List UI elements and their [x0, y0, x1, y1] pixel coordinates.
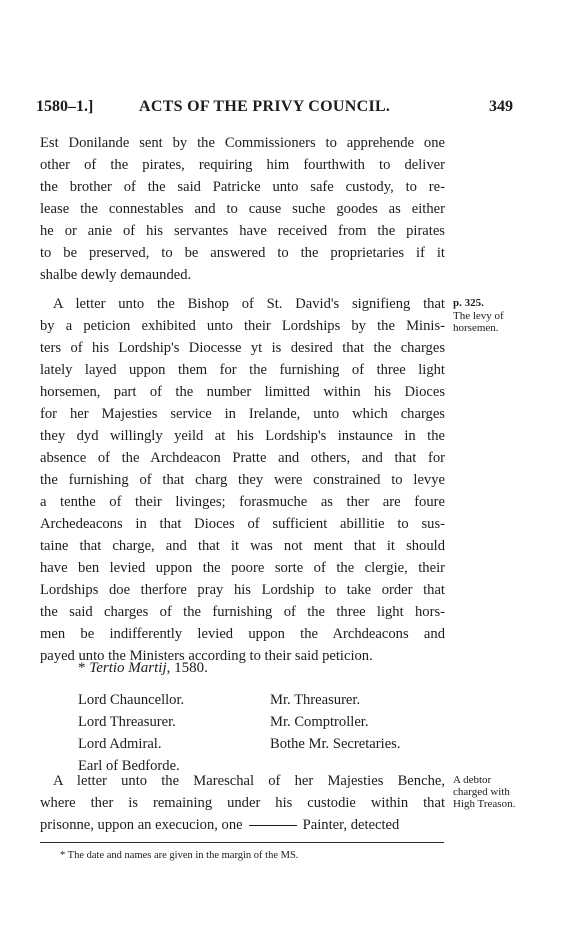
text-line: he or anie of his servantes have received from the pirates [40, 223, 445, 239]
text-line: by a peticion exhibited unto their Lordships by the Minis- [40, 318, 445, 334]
text-line: Lordships doe therfore pray his Lordship to take order that [40, 582, 445, 598]
text-line: Est Donilande sent by the Commissioners to apprehende one [40, 135, 445, 151]
text-line: Archedeacons in that Dioces of sufficient abillitie to sus- [40, 516, 445, 532]
margin-note-line: High Treason. [453, 798, 516, 810]
text-line: ters of his Lordship's Diocesse yt is desired that the charges [40, 340, 445, 356]
attendee: Lord Chauncellor. [78, 692, 185, 708]
text-line: a tenthe of their livinges; forasmuche as ther are foure [40, 494, 445, 510]
text-line: absence of the Archdeacon Pratte and others, and that for [40, 450, 445, 466]
text-line: where ther is remaining under his custodie within that [40, 795, 445, 811]
margin-note-line: The levy of [453, 310, 504, 322]
text-line: men be indifferently levied uppon the Archdeacons and [40, 626, 445, 642]
footnote-rule [40, 842, 444, 843]
attendee: Lord Admiral. [78, 736, 162, 752]
page-number: 349 [489, 98, 513, 115]
margin-note-line: charged with [453, 786, 510, 798]
text-line: lease the connestables and to cause suche goodes as either [40, 201, 445, 217]
margin-note-line: horsemen. [453, 322, 499, 334]
text-line: to be preserved, to be answered to the proprietaries if it [40, 245, 445, 261]
footnote-marker: * [78, 660, 90, 676]
attendee: Earl of Bedforde. [78, 758, 180, 774]
text-line: the said charges of the furnishing of the three light hors- [40, 604, 445, 620]
text-line: shalbe dewly demaunded. [40, 267, 192, 283]
header-date-range: 1580–1.] [36, 98, 94, 115]
page-reference: p. 325. [453, 297, 484, 309]
margin-note-line: A debtor [453, 774, 492, 786]
footnote: * The date and names are given in the margin of the MS. [60, 850, 299, 861]
date-heading [78, 660, 208, 677]
attendee: Bothe Mr. Secretaries. [270, 736, 401, 752]
running-header [36, 98, 513, 120]
text-line: A letter unto the Bishop of St. David's signifieng that [53, 296, 445, 312]
attendee: Mr. Threasurer. [270, 692, 361, 708]
text-line: the furnishing of that charg they were constrained to levye [40, 472, 445, 488]
text-line: taine that charge, and that it was not ment that it should [40, 538, 445, 554]
date-heading-year: , 1580. [166, 660, 208, 676]
text-line: have ben levied uppon the poore sorte of the clergie, their [40, 560, 445, 576]
text-line: other of the pirates, requiring him fourthwith to deliver [40, 157, 445, 173]
text-line: they dyd willingly yeild at his Lordship's instaunce in the [40, 428, 445, 444]
date-heading-italic: Tertio Martij [89, 660, 167, 676]
text-line: horsemen, part of the number limitted within his Dioces [40, 384, 445, 400]
text-line: for her Majesties service in Irelande, unto which charges [40, 406, 445, 422]
text-line: payed unto the Ministers according to their said peticion. [40, 648, 373, 664]
attendee: Lord Threasurer. [78, 714, 176, 730]
text-fragment: prisonne, uppon an execucion, one [40, 817, 243, 833]
blank-dash [249, 825, 297, 826]
text-line: lately layed uppon them for the furnishing of three light [40, 362, 445, 378]
text-line: A letter unto the Mareschal of her Majesties Benche, [53, 773, 445, 789]
text-fragment: Painter, detected [302, 817, 400, 833]
text-line: the brother of the said Patricke unto safe custody, to re- [40, 179, 445, 195]
attendee: Mr. Comptroller. [270, 714, 369, 730]
text-line-with-dash [40, 814, 445, 836]
header-title: ACTS OF THE PRIVY COUNCIL. [139, 98, 391, 115]
